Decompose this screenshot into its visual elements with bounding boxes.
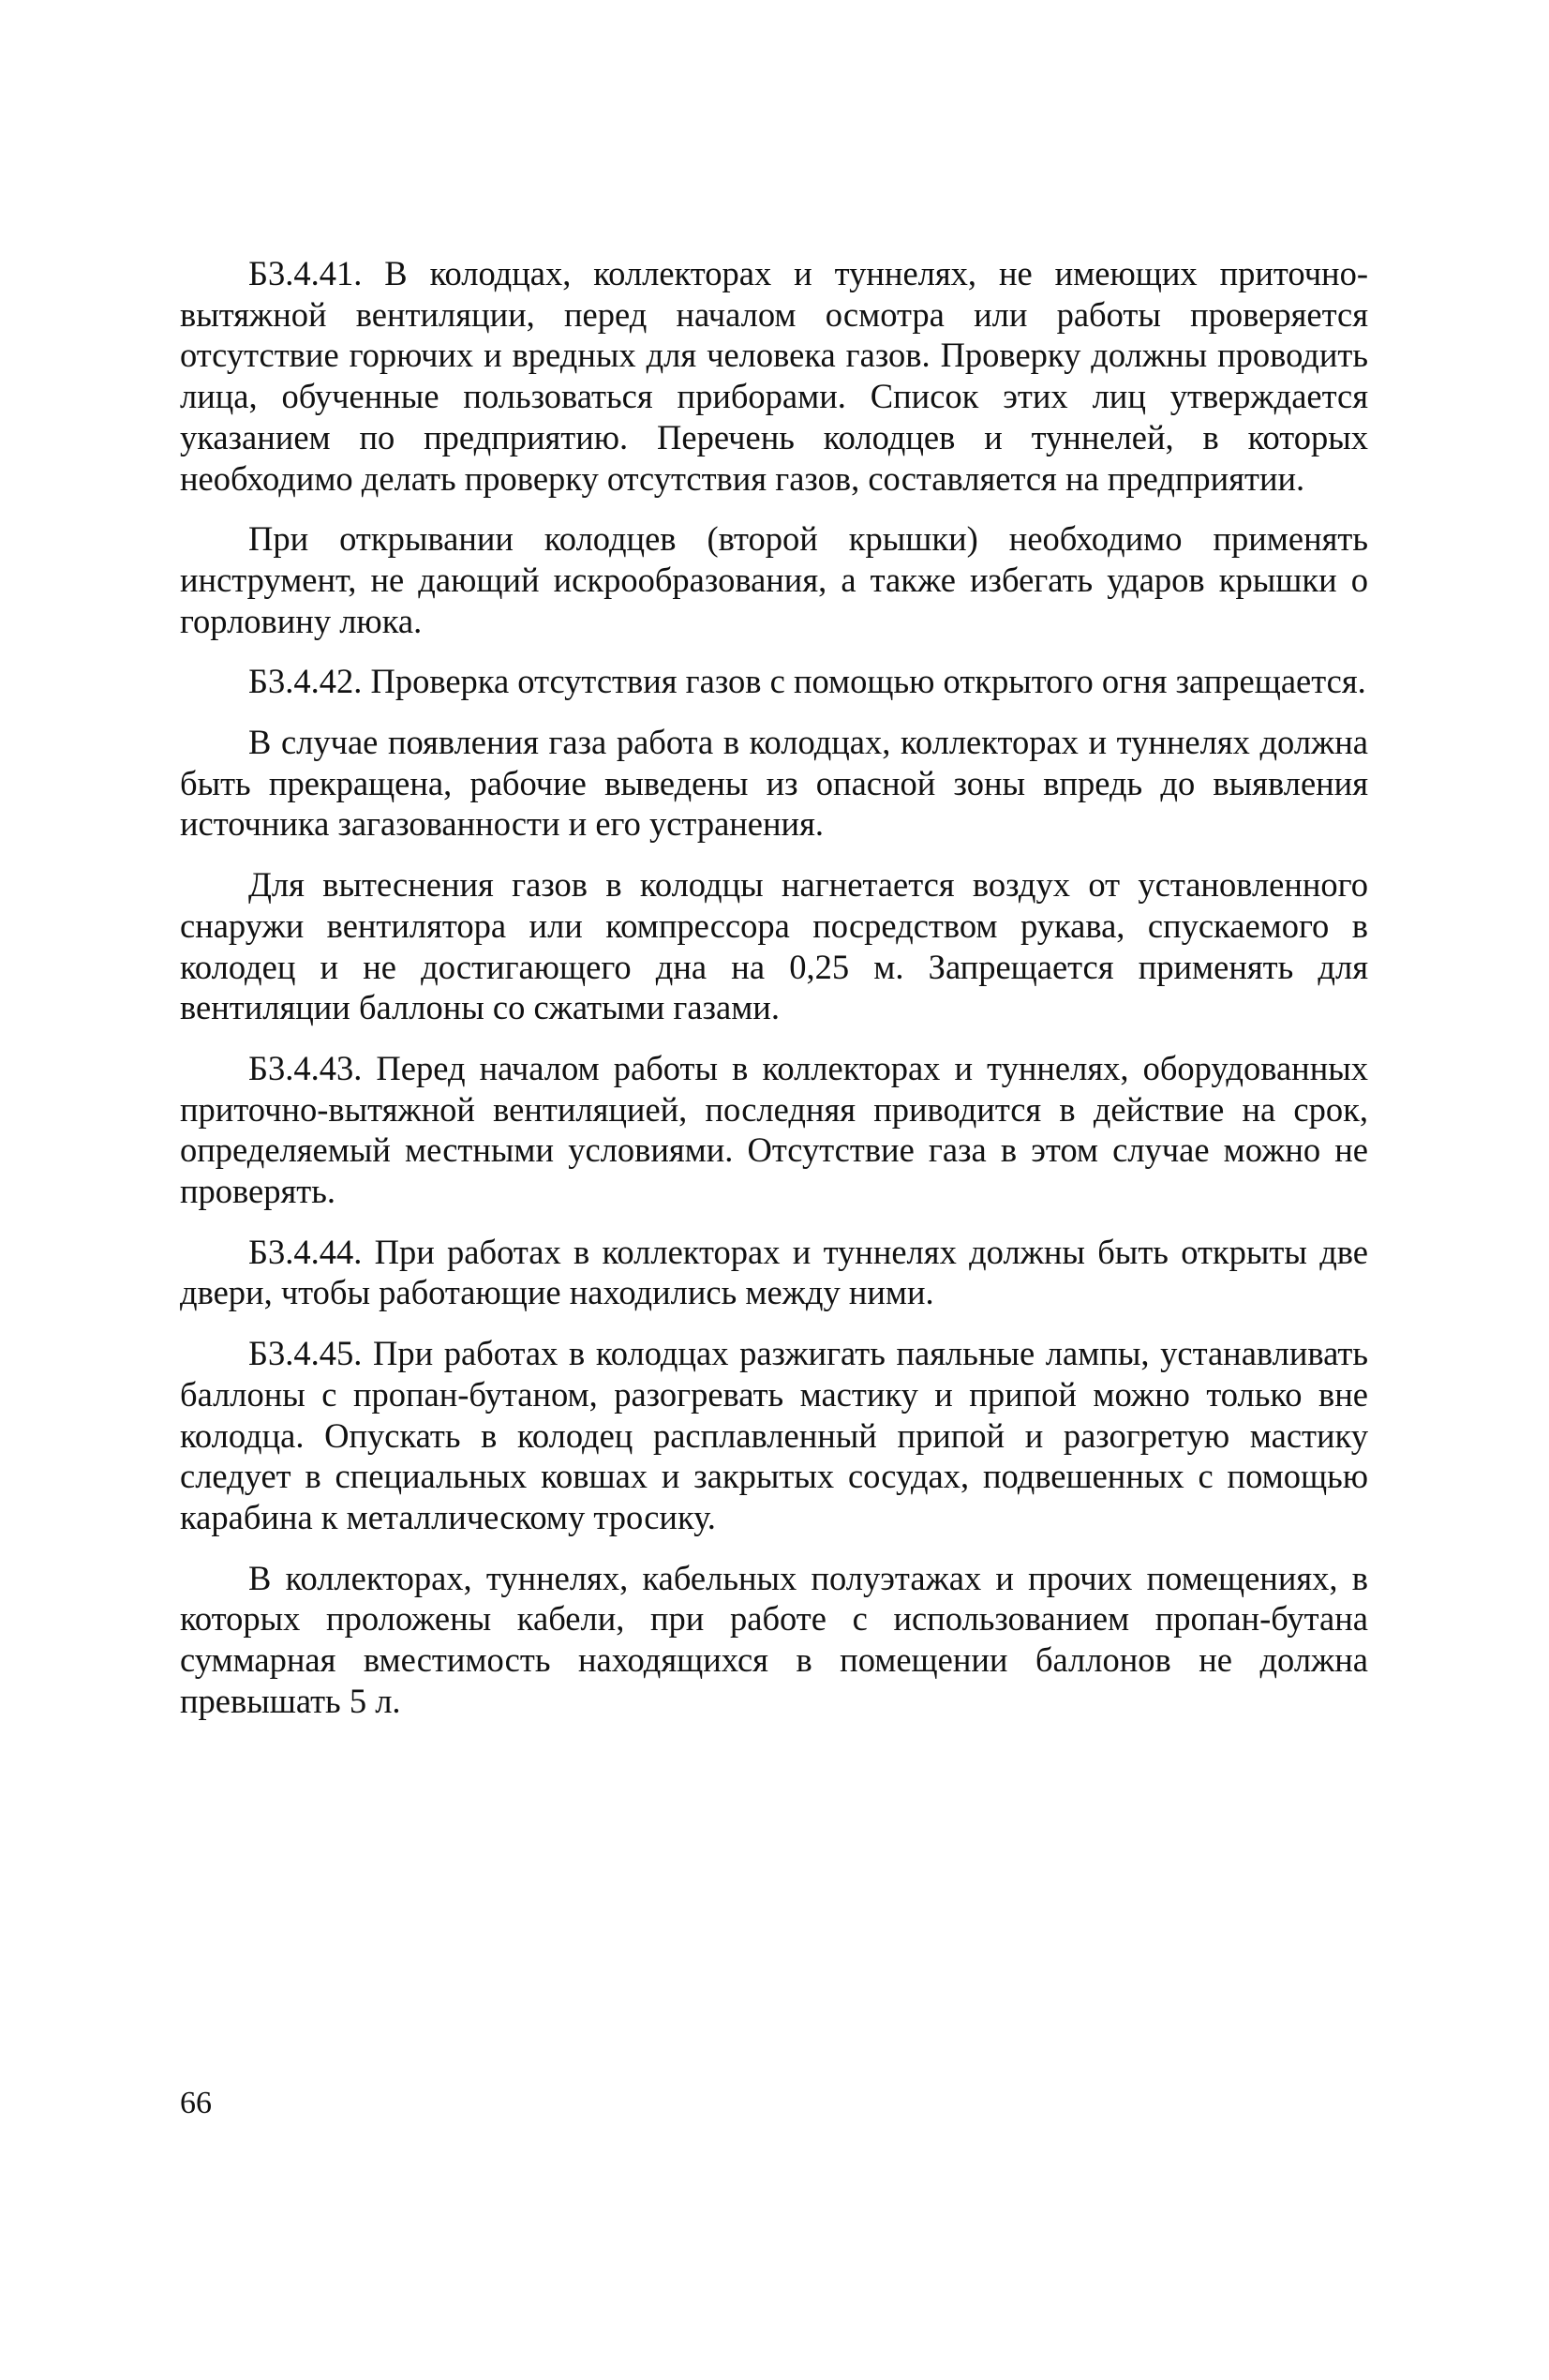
paragraph-gas-appearance: В случае появления газа работа в колодцах, коллекторах и туннелях должна быть прекращена, рабочие выведены из опасной зоны впредь до выявления источника загазованности и его устранения. bbox=[180, 723, 1368, 844]
paragraph-b3-4-42: Б3.4.42. Проверка отсутствия газов с помощью открытого огня запрещается. bbox=[248, 662, 1366, 701]
paragraph-b3-4-43: Б3.4.43. Перед началом работы в коллекторах и туннелях, оборудованных приточно-вытяжной вентиляцией, последняя приводится в действие на срок, определяемый местными условиями. Отсутствие газа в этом случае можно не проверять. bbox=[180, 1048, 1368, 1211]
document-body bbox=[180, 253, 1368, 1742]
paragraph-b3-4-41: Б3.4.41. В колодцах, коллекторах и туннелях, не имеющих приточно-вытяжной вентиляции, перед началом осмотра или работы проверяется отсутствие горючих и вредных для человека газов. Проверку должны проводить лица, обученные пользоваться приборами. Список этих лиц утверждается указанием по предприятию. Перечень колодцев и туннелей, в которых необходимо делать проверку отсутствия газов, составляется на предприятии. bbox=[180, 254, 1368, 498]
paragraph-b3-4-44: Б3.4.44. При работах в коллекторах и туннелях должны быть открыты две двери, чтобы работающие находились между ними. bbox=[180, 1232, 1368, 1312]
paragraph-propane-limit: В коллекторах, туннелях, кабельных полуэтажах и прочих помещениях, в которых проложены кабели, при работе с использованием пропан-бутана суммарная вместимость находящихся в помещении баллонов не должна превышать 5 л. bbox=[180, 1558, 1368, 1720]
page-number: 66 bbox=[180, 2086, 212, 2120]
paragraph-ventilation: Для вытеснения газов в колодцы нагнетается воздух от установленного снаружи вентилятора или компрессора посредством рукава, спускаемого в колодец и не достигающего дна на 0,25 м. Запрещается применять для вентиляции баллоны со сжатыми газами. bbox=[180, 865, 1368, 1027]
paragraph-opening-covers: При открывании колодцев (второй крышки) необходимо применять инструмент, не дающий искрообразования, а также избегать ударов крышки о горловину люка. bbox=[180, 519, 1368, 640]
paragraph-b3-4-45: Б3.4.45. При работах в колодцах разжигать паяльные лампы, устанавливать баллоны с пропан-бутаном, разогревать мастику и припой можно только вне колодца. Опускать в колодец расплавленный припой и разогретую мастику следует в специальных ковшах и закрытых сосудах, подвешенных с помощью карабина к металлическому тросику. bbox=[180, 1334, 1368, 1536]
